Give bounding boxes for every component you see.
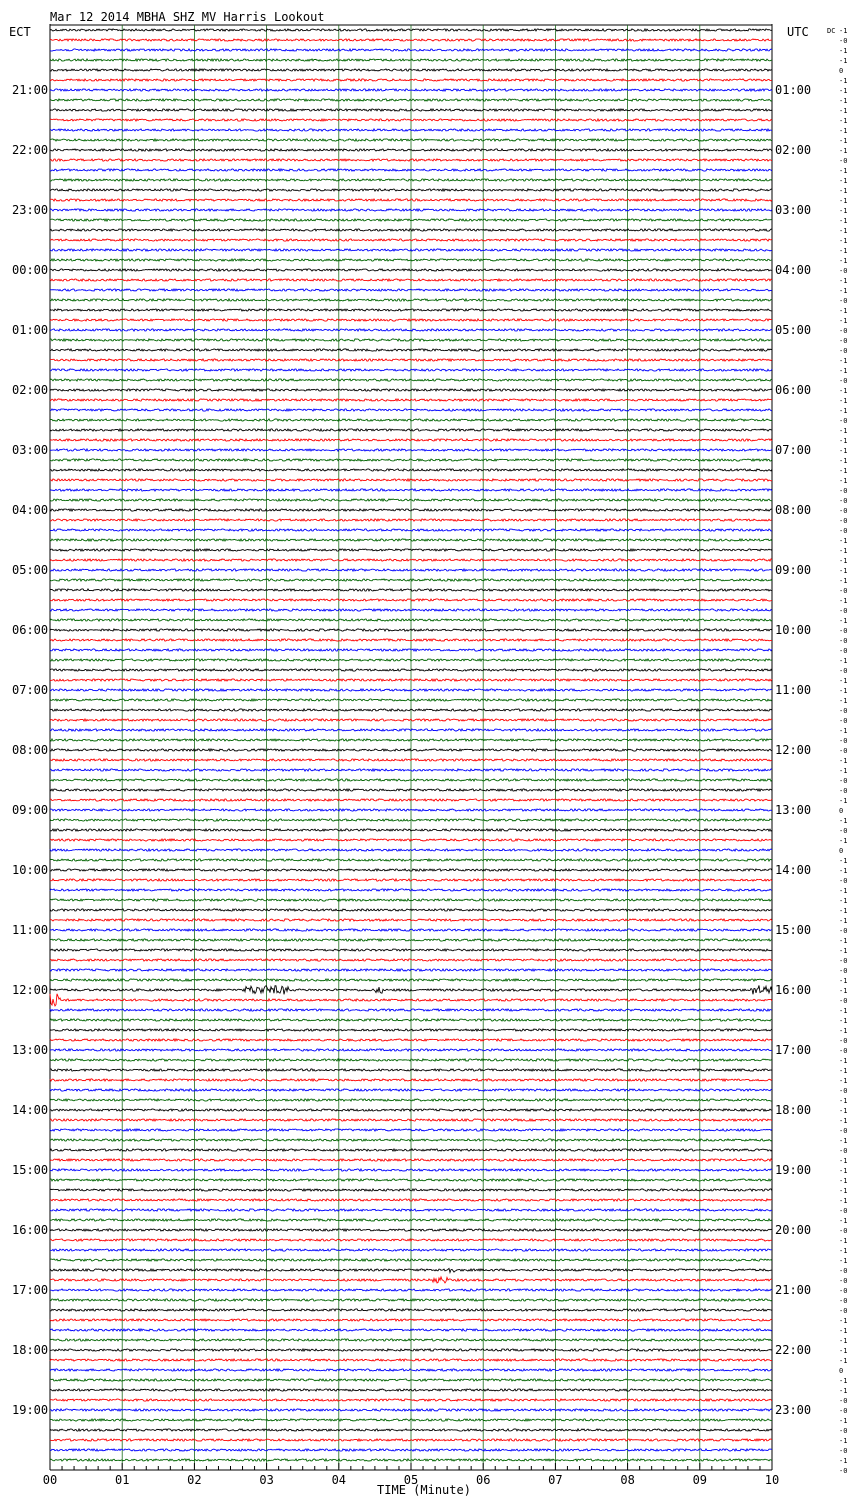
dc-offset-label: -0 bbox=[839, 297, 848, 305]
dc-offset-label: -1 bbox=[839, 837, 848, 845]
right-hour-label: 01:00 bbox=[775, 83, 812, 97]
dc-offset-label: -1 bbox=[839, 897, 848, 905]
dc-offset-label: -1 bbox=[839, 617, 848, 625]
dc-offset-label: -1 bbox=[839, 687, 848, 695]
dc-offset-label: -1 bbox=[839, 397, 848, 405]
right-hour-label: 06:00 bbox=[775, 383, 812, 397]
dc-offset-label: -0 bbox=[839, 647, 848, 655]
x-tick-label: 04 bbox=[331, 1473, 347, 1487]
dc-offset-label: -1 bbox=[839, 1357, 848, 1365]
dc-offset-label: -0 bbox=[839, 507, 848, 515]
dc-offset-label: -1 bbox=[839, 317, 848, 325]
dc-offset-label: -0 bbox=[839, 377, 848, 385]
left-hour-label: 13:00 bbox=[12, 1043, 49, 1057]
dc-offset-label: -1 bbox=[839, 307, 848, 315]
dc-offset-label: -0 bbox=[839, 1277, 848, 1285]
dc-offset-label: -0 bbox=[839, 347, 848, 355]
dc-offset-label: -0 bbox=[839, 747, 848, 755]
dc-offset-label: -1 bbox=[839, 367, 848, 375]
right-hour-label: 09:00 bbox=[775, 563, 812, 577]
dc-offset-label: -1 bbox=[839, 767, 848, 775]
right-hour-label: 03:00 bbox=[775, 203, 812, 217]
dc-offset-label: -1 bbox=[839, 467, 848, 475]
dc-offset-label: -1 bbox=[839, 427, 848, 435]
dc-offset-label: -1 bbox=[839, 867, 848, 875]
dc-offset-label: -1 bbox=[839, 47, 848, 55]
dc-offset-label: -1 bbox=[839, 1257, 848, 1265]
dc-offset-label: -1 bbox=[839, 197, 848, 205]
x-tick-label: 09 bbox=[692, 1473, 708, 1487]
dc-offset-label: -0 bbox=[839, 587, 848, 595]
left-hour-label: 15:00 bbox=[12, 1163, 49, 1177]
dc-offset-label: -1 bbox=[839, 1107, 848, 1115]
dc-offset-label: -1 bbox=[839, 567, 848, 575]
left-hour-label: 09:00 bbox=[12, 803, 49, 817]
dc-offset-label: -1 bbox=[839, 1327, 848, 1335]
dc-offset-label: -0 bbox=[839, 737, 848, 745]
dc-offset-label: -0 bbox=[839, 1087, 848, 1095]
dc-offset-label: -0 bbox=[839, 787, 848, 795]
right-hour-label: 18:00 bbox=[775, 1103, 812, 1117]
dc-offset-label: -1 bbox=[839, 1247, 848, 1255]
left-hour-label: 11:00 bbox=[12, 923, 49, 937]
dc-offset-label: -1 bbox=[839, 477, 848, 485]
dc-offset-label: -1 bbox=[839, 677, 848, 685]
dc-offset-label: -0 bbox=[839, 1037, 848, 1045]
dc-offset-label: -0 bbox=[839, 1467, 848, 1475]
left-hour-label: 17:00 bbox=[12, 1283, 49, 1297]
dc-offset-label: -1 bbox=[839, 207, 848, 215]
dc-offset-label: -0 bbox=[839, 827, 848, 835]
left-hour-label: 07:00 bbox=[12, 683, 49, 697]
dc-offset-label: -0 bbox=[839, 1047, 848, 1055]
dc-offset-label: -0 bbox=[839, 1307, 848, 1315]
dc-offset-label: -0 bbox=[839, 1207, 848, 1215]
dc-offset-label: -1 bbox=[839, 907, 848, 915]
dc-offset-label: -1 bbox=[839, 237, 848, 245]
dc-offset-label: -0 bbox=[839, 717, 848, 725]
dc-offset-label: -1 bbox=[839, 937, 848, 945]
right-hour-label: 23:00 bbox=[775, 1403, 812, 1417]
dc-offset-label: -1 bbox=[839, 127, 848, 135]
left-hour-label: 01:00 bbox=[12, 323, 49, 337]
dc-offset-label: -0 bbox=[839, 927, 848, 935]
dc-offset-label: -0 bbox=[839, 497, 848, 505]
right-hour-label: 05:00 bbox=[775, 323, 812, 337]
right-hour-label: 17:00 bbox=[775, 1043, 812, 1057]
dc-offset-label: -0 bbox=[839, 1427, 848, 1435]
left-hour-label: 04:00 bbox=[12, 503, 49, 517]
dc-offset-label: -1 bbox=[839, 87, 848, 95]
dc-offset-label: -0 bbox=[839, 1397, 848, 1405]
dc-offset-label: -0 bbox=[839, 967, 848, 975]
dc-offset-label: -1 bbox=[839, 657, 848, 665]
dc-offset-label: -1 bbox=[839, 117, 848, 125]
dc-offset-label: -1 bbox=[839, 977, 848, 985]
x-tick-label: 01 bbox=[114, 1473, 130, 1487]
right-hour-label: 20:00 bbox=[775, 1223, 812, 1237]
dc-offset-label: -0 bbox=[839, 327, 848, 335]
dc-offset-label: -1 bbox=[839, 597, 848, 605]
dc-offset-label: -0 bbox=[839, 637, 848, 645]
dc-offset-label: -1 bbox=[839, 457, 848, 465]
dc-offset-label: -0 bbox=[839, 707, 848, 715]
dc-offset-label: -0 bbox=[839, 997, 848, 1005]
dc-offset-label: -1 bbox=[839, 1437, 848, 1445]
dc-offset-label: -0 bbox=[839, 527, 848, 535]
dc-offset-label: -1 bbox=[839, 917, 848, 925]
right-hour-label: 10:00 bbox=[775, 623, 812, 637]
dc-offset-label: -1 bbox=[839, 437, 848, 445]
dc-offset-label: -1 bbox=[839, 1177, 848, 1185]
left-hour-label: 06:00 bbox=[12, 623, 49, 637]
dc-offset-label: -1 bbox=[839, 1007, 848, 1015]
dc-offset-label: -1 bbox=[839, 697, 848, 705]
dc-offset-label: -1 bbox=[839, 247, 848, 255]
right-hour-label: 07:00 bbox=[775, 443, 812, 457]
dc-offset-label: -0 bbox=[839, 487, 848, 495]
dc-offset-label: -0 bbox=[839, 1127, 848, 1135]
right-hour-label: 04:00 bbox=[775, 263, 812, 277]
dc-offset-label: -1 bbox=[839, 147, 848, 155]
dc-offset-label: -0 bbox=[839, 157, 848, 165]
dc-offset-label: -1 bbox=[839, 57, 848, 65]
right-hour-label: 13:00 bbox=[775, 803, 812, 817]
right-hour-label: 21:00 bbox=[775, 1283, 812, 1297]
dc-offset-label: -1 bbox=[839, 857, 848, 865]
dc-offset-label: -0 bbox=[839, 337, 848, 345]
dc-offset-label: -0 bbox=[839, 607, 848, 615]
dc-offset-label: -1 bbox=[839, 987, 848, 995]
dc-offset-label: -1 bbox=[839, 947, 848, 955]
left-hour-label: 21:00 bbox=[12, 83, 49, 97]
dc-offset-label: 0 bbox=[839, 847, 844, 855]
right-hour-label: 19:00 bbox=[775, 1163, 812, 1177]
dc-offset-label: -1 bbox=[839, 287, 848, 295]
dc-offset-label: -0 bbox=[839, 1447, 848, 1455]
dc-offset-label: -1 bbox=[839, 107, 848, 115]
dc-offset-label: -1 bbox=[839, 447, 848, 455]
dc-offset-label: -1 bbox=[839, 547, 848, 555]
dc-offset-label: 0 bbox=[839, 807, 844, 815]
dc-offset-label: -1 bbox=[839, 887, 848, 895]
dc-offset-label: -0 bbox=[839, 667, 848, 675]
x-axis-label: TIME (Minute) bbox=[377, 1483, 471, 1497]
x-tick-label: 10 bbox=[764, 1473, 780, 1487]
dc-offset-label: -1 bbox=[839, 1117, 848, 1125]
left-hour-label: 22:00 bbox=[12, 143, 49, 157]
dc-offset-label: -1 bbox=[839, 757, 848, 765]
left-hour-label: 10:00 bbox=[12, 863, 49, 877]
left-hour-label: 03:00 bbox=[12, 443, 49, 457]
left-hour-label: 00:00 bbox=[12, 263, 49, 277]
dc-offset-label: -1 bbox=[839, 817, 848, 825]
dc-offset-label: -0 bbox=[839, 417, 848, 425]
dc-offset-label: -1 bbox=[839, 1457, 848, 1465]
dc-offset-label: -0 bbox=[839, 627, 848, 635]
dc-offset-label: -1 bbox=[839, 1197, 848, 1205]
dc-offset-label: -0 bbox=[839, 1227, 848, 1235]
dc-offset-label: -0 bbox=[839, 1287, 848, 1295]
dc-offset-label: -1 bbox=[839, 1157, 848, 1165]
dc-offset-label: -1 bbox=[839, 1017, 848, 1025]
dc-offset-label: -0 bbox=[839, 1267, 848, 1275]
left-hour-label: 19:00 bbox=[12, 1403, 49, 1417]
x-tick-label: 03 bbox=[259, 1473, 274, 1487]
dc-offset-label: -0 bbox=[839, 1297, 848, 1305]
dc-offset-label: -1 bbox=[839, 1187, 848, 1195]
dc-offset-label: -1 bbox=[839, 277, 848, 285]
dc-offset-label: -1 bbox=[839, 1347, 848, 1355]
dc-offset-label: -1 bbox=[839, 167, 848, 175]
right-hour-label: 08:00 bbox=[775, 503, 812, 517]
dc-offset-label: -1 bbox=[839, 1137, 848, 1145]
x-tick-label: 08 bbox=[620, 1473, 635, 1487]
dc-offset-label: -1 bbox=[839, 1237, 848, 1245]
right-hour-label: 14:00 bbox=[775, 863, 812, 877]
dc-offset-label: -0 bbox=[839, 37, 848, 45]
dc-offset-label: -1 bbox=[839, 537, 848, 545]
dc-offset-label: -1 bbox=[839, 1217, 848, 1225]
right-hour-label: 22:00 bbox=[775, 1343, 812, 1357]
left-hour-label: 14:00 bbox=[12, 1103, 49, 1117]
dc-offset-label: -1 bbox=[839, 1317, 848, 1325]
left-hour-label: 23:00 bbox=[12, 203, 49, 217]
dc-offset-label: -1 bbox=[839, 1067, 848, 1075]
dc-offset-label: -1 bbox=[839, 1337, 848, 1345]
right-hour-label: 02:00 bbox=[775, 143, 812, 157]
right-timezone-label: UTC bbox=[787, 25, 809, 39]
dc-offset-label: -1 bbox=[839, 77, 848, 85]
left-hour-label: 12:00 bbox=[12, 983, 49, 997]
dc-offset-label: -1 bbox=[839, 1097, 848, 1105]
dc-offset-label: -1 bbox=[839, 1057, 848, 1065]
right-hour-label: 12:00 bbox=[775, 743, 812, 757]
dc-offset-label: 0 bbox=[839, 1367, 844, 1375]
right-hour-label: 15:00 bbox=[775, 923, 812, 937]
dc-offset-label: -1 bbox=[839, 727, 848, 735]
dc-offset-label: -1 bbox=[839, 407, 848, 415]
left-timezone-label: ECT bbox=[9, 25, 31, 39]
x-tick-label: 06 bbox=[475, 1473, 491, 1487]
x-tick-label: 02 bbox=[187, 1473, 202, 1487]
dc-offset-label: -1 bbox=[839, 1167, 848, 1175]
chart-title: Mar 12 2014 MBHA SHZ MV Harris Lookout bbox=[50, 10, 325, 24]
dc-offset-label: -1 bbox=[839, 1077, 848, 1085]
dc-offset-label: -0 bbox=[839, 267, 848, 275]
dc-offset-label: -1 bbox=[839, 227, 848, 235]
dc-offset-label: -0 bbox=[839, 777, 848, 785]
dc-offset-label: -0 bbox=[839, 517, 848, 525]
left-hour-label: 18:00 bbox=[12, 1343, 49, 1357]
dc-offset-label: -1 bbox=[839, 557, 848, 565]
dc-offset-label: -1 bbox=[839, 1377, 848, 1385]
dc-offset-label: -1 bbox=[839, 357, 848, 365]
left-hour-label: 05:00 bbox=[12, 563, 49, 577]
dc-offset-label: -1 bbox=[839, 257, 848, 265]
left-hour-label: 02:00 bbox=[12, 383, 49, 397]
dc-offset-label: -1 bbox=[839, 97, 848, 105]
dc-offset-label: -0 bbox=[839, 877, 848, 885]
dc-offset-label: -1 bbox=[839, 187, 848, 195]
x-tick-label: 07 bbox=[548, 1473, 563, 1487]
left-hour-label: 16:00 bbox=[12, 1223, 49, 1237]
dc-offset-label: -1 bbox=[839, 1027, 848, 1035]
dc-offset-label: -1 bbox=[839, 387, 848, 395]
x-tick-label: 00 bbox=[42, 1473, 58, 1487]
dc-offset-label: -1 bbox=[839, 137, 848, 145]
dc-offset-label: 0 bbox=[839, 67, 844, 75]
dc-offset-label: -0 bbox=[839, 1147, 848, 1155]
dc-label: DC bbox=[827, 27, 836, 35]
right-hour-label: 16:00 bbox=[775, 983, 812, 997]
dc-offset-label: -1 bbox=[839, 217, 848, 225]
dc-offset-labels bbox=[839, 27, 847, 1475]
dc-offset-label: -1 bbox=[839, 1387, 848, 1395]
dc-offset-label: -1 bbox=[839, 177, 848, 185]
dc-offset-label: -1 bbox=[839, 27, 848, 35]
dc-offset-label: -0 bbox=[839, 957, 848, 965]
left-hour-label: 08:00 bbox=[12, 743, 49, 757]
dc-offset-label: -1 bbox=[839, 797, 848, 805]
dc-offset-label: -0 bbox=[839, 1407, 848, 1415]
dc-offset-label: -1 bbox=[839, 1417, 848, 1425]
dc-offset-label: -1 bbox=[839, 577, 848, 585]
right-hour-label: 11:00 bbox=[775, 683, 812, 697]
x-tick-label: 05 bbox=[403, 1473, 419, 1487]
